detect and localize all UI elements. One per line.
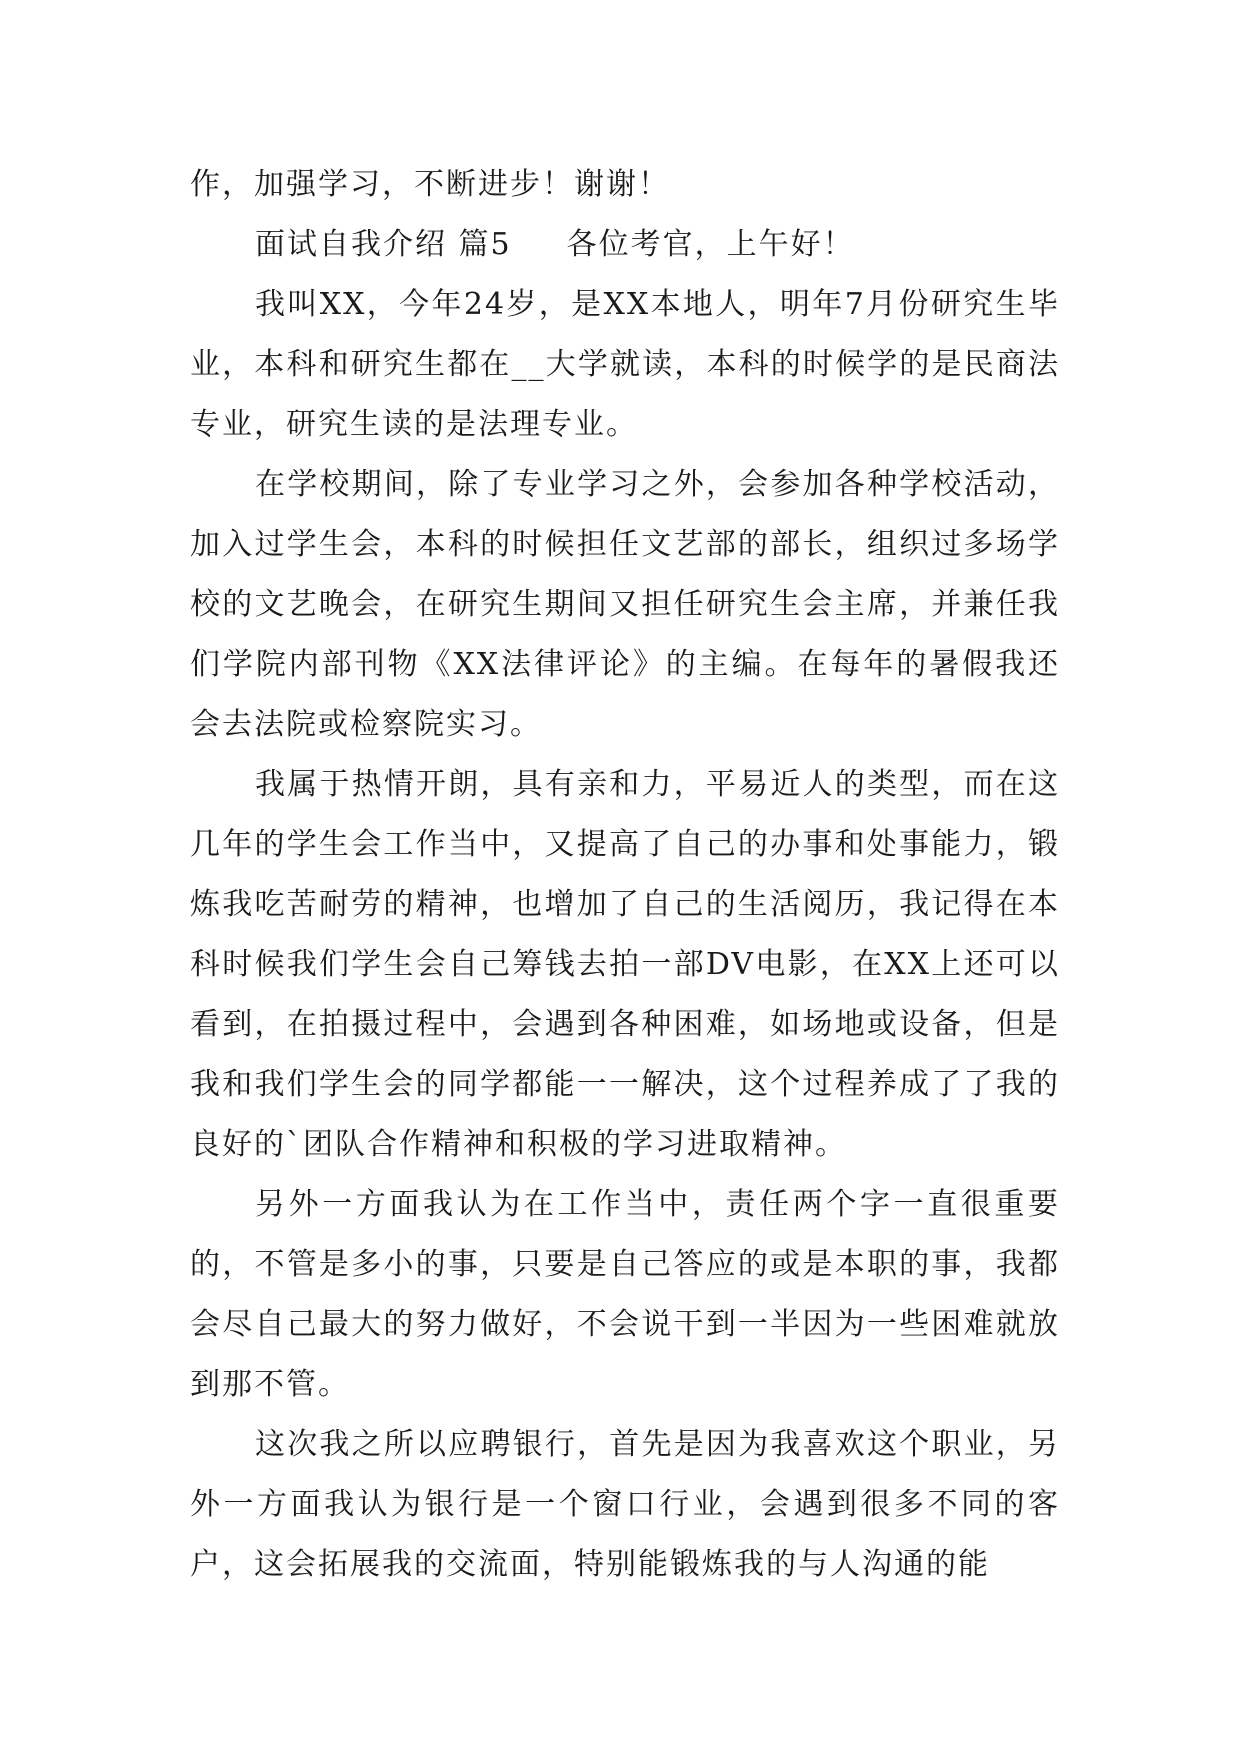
section-heading: 面试自我介绍 篇5 [255, 227, 512, 262]
paragraph-bank-reason: 这次我之所以应聘银行，首先是因为我喜欢这个职业，另外一方面我认为银行是一个窗口行业，会遇到很多不同的客户，这会拓展我的交流面，特别能锻炼我的与人沟通的能 [190, 1427, 1060, 1582]
section-heading-line [190, 215, 1060, 275]
greeting-text: 各位考官，上午好！ [566, 227, 855, 262]
paragraph-personality: 我属于热情开朗，具有亲和力，平易近人的类型，而在这几年的学生会工作当中，又提高了自己的办事和处事能力，锻炼我吃苦耐劳的精神，也增加了自己的生活阅历，我记得在本科时候我们学生会自己筹钱去拍一部DV电影，在XX上还可以看到，在拍摄过程中，会遇到各种困难，如场地或设备，但是我和我们学生会的同学都能一一解决，这个过程养成了了我的良好的`团队合作精神和积极的学习进取精神。 [190, 767, 1060, 1162]
paragraph-responsibility: 另外一方面我认为在工作当中，责任两个字一直很重要的，不管是多小的事，只要是自己答应的或是本职的事，我都会尽自己最大的努力做好，不会说干到一半因为一些困难就放到那不管。 [190, 1187, 1060, 1402]
paragraph-continuation: 作，加强学习，不断进步！谢谢！ [190, 167, 670, 202]
paragraph-school-activities: 在学校期间，除了专业学习之外，会参加各种学校活动，加入过学生会，本科的时候担任文艺部的部长，组织过多场学校的文艺晚会，在研究生期间又担任研究生会主席，并兼任我们学院内部刊物《XX法律评论》的主编。在每年的暑假我还会去法院或检察院实习。 [190, 467, 1060, 742]
paragraph-introduction: 我叫XX，今年24岁，是XX本地人，明年7月份研究生毕业，本科和研究生都在__大学就读，本科的时候学的是民商法专业，研究生读的是法理专业。 [190, 287, 1060, 442]
document-body [190, 155, 1060, 1595]
